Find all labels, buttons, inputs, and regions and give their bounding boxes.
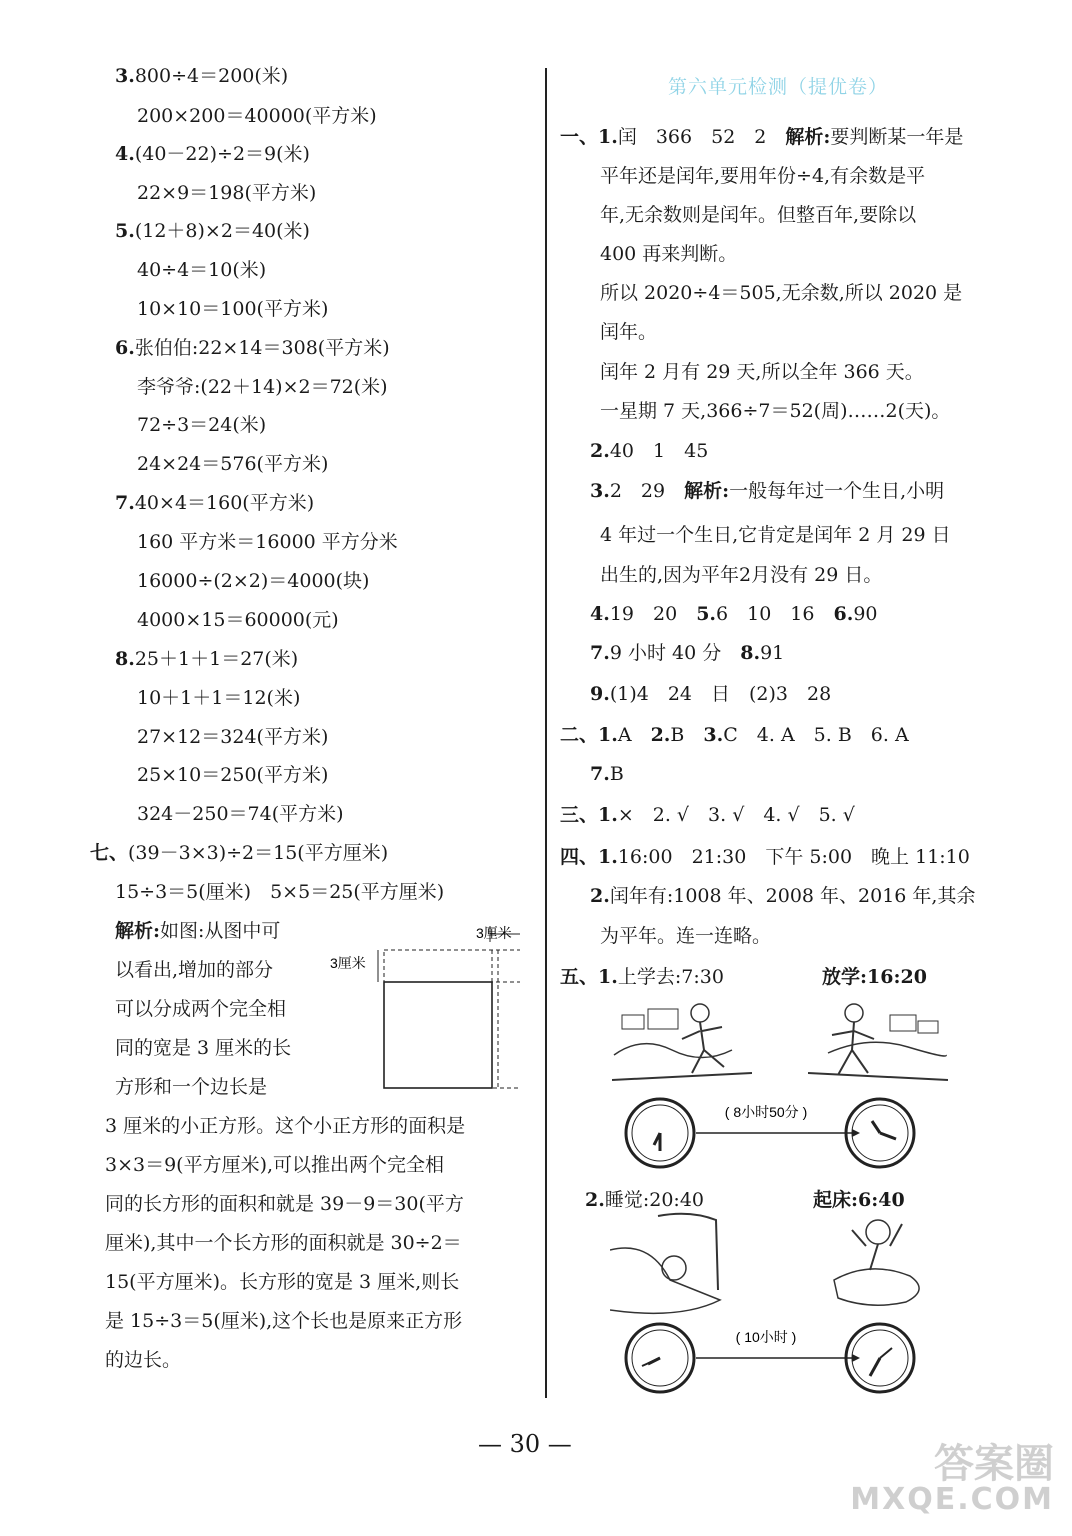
right-line-13 bbox=[590, 641, 784, 665]
left-line-32 bbox=[105, 1309, 462, 1333]
right-line-7-text: 一星期 7 天,366÷7＝52(周)……2(天)。 bbox=[600, 400, 951, 422]
left-line-24 bbox=[115, 997, 286, 1021]
left-line-0-text: 800÷4＝200(米) bbox=[134, 65, 289, 87]
right-line-8-no: 2. bbox=[590, 440, 610, 462]
wake-scene bbox=[830, 1210, 940, 1310]
left-line-16-text: 10＋1＋1＝12(米) bbox=[137, 687, 301, 709]
right-line-15 bbox=[560, 723, 909, 747]
right-line-14 bbox=[590, 682, 831, 706]
right-line-16-no: 7. bbox=[590, 763, 610, 785]
right-line-13-no: 7. bbox=[590, 642, 610, 664]
left-line-8 bbox=[137, 375, 388, 399]
figure-label-left: 3厘米 bbox=[330, 955, 366, 971]
square-figure bbox=[330, 920, 520, 1100]
left-line-6-text: 10×10＝100(平方米) bbox=[137, 298, 329, 320]
left-line-19 bbox=[137, 802, 344, 826]
right-line-2 bbox=[600, 203, 916, 227]
left-line-15-no: 8. bbox=[115, 648, 135, 670]
left-line-33 bbox=[105, 1348, 181, 1372]
left-line-11-text: 40×4＝160(平方米) bbox=[134, 492, 315, 514]
left-line-11-no: 7. bbox=[115, 492, 135, 514]
left-line-22-text: 如图:从图中可 bbox=[160, 920, 281, 942]
left-line-26-text: 方形和一个边长是 bbox=[115, 1076, 268, 1098]
right-line-21 bbox=[560, 965, 724, 989]
right-line-17-text: × 2. √ 3. √ 4. √ 5. √ bbox=[617, 804, 855, 826]
right-line-22-no: 2. bbox=[585, 1189, 605, 1211]
left-line-10-text: 24×24＝576(平方米) bbox=[137, 453, 329, 475]
right-line-22-text: 睡觉:20:40 bbox=[604, 1189, 705, 1211]
left-line-33-text: 的边长。 bbox=[105, 1349, 182, 1371]
left-line-20-no: 七、 bbox=[90, 842, 129, 864]
right-line-0-text: 闰 366 52 2 bbox=[617, 126, 786, 148]
left-line-21-text: 15÷3＝5(厘米) 5×5＝25(平方厘米) bbox=[115, 881, 445, 903]
left-line-14-text: 4000×15＝60000(元) bbox=[137, 609, 339, 631]
right-line-11 bbox=[600, 563, 882, 587]
left-line-18 bbox=[137, 763, 328, 787]
left-line-16 bbox=[137, 686, 300, 710]
right-line-1-text: 平年还是闰年,要用年份÷4,有余数是平 bbox=[600, 165, 926, 187]
right-line-1 bbox=[600, 164, 925, 188]
left-line-0-no: 3. bbox=[115, 65, 135, 87]
right-line-9-no: 3. bbox=[590, 480, 610, 502]
left-line-12 bbox=[137, 530, 398, 554]
right-line-12-bold2: 6. bbox=[833, 603, 854, 625]
figure-label-top: 3厘米 bbox=[476, 925, 512, 941]
left-line-15 bbox=[115, 647, 298, 671]
right-line-17-no: 三、1. bbox=[560, 804, 618, 826]
left-line-27 bbox=[105, 1114, 465, 1138]
left-line-2 bbox=[115, 142, 310, 166]
left-line-31 bbox=[105, 1270, 459, 1294]
right-line-20 bbox=[600, 924, 771, 948]
left-line-22-no: 解析: bbox=[115, 920, 161, 942]
left-line-30 bbox=[105, 1231, 462, 1255]
left-line-20 bbox=[90, 841, 388, 865]
right-line-13-rest: 91 bbox=[760, 642, 785, 664]
left-line-5-text: 40÷4＝10(米) bbox=[137, 259, 267, 281]
clock-row-2 bbox=[620, 1318, 930, 1398]
left-line-8-text: 李爷爷:(22＋14)×2＝72(米) bbox=[137, 376, 388, 398]
left-line-21 bbox=[115, 880, 444, 904]
school-scene-right bbox=[808, 995, 948, 1085]
right-line-19 bbox=[590, 884, 975, 908]
left-line-14 bbox=[137, 608, 339, 632]
right-line-18-text: 16:00 21:30 下午 5:00 晚上 11:10 bbox=[617, 846, 970, 868]
right-line-7 bbox=[600, 399, 950, 423]
right-line-6 bbox=[600, 360, 924, 384]
left-line-23-text: 以看出,增加的部分 bbox=[115, 959, 274, 981]
right-line-3 bbox=[600, 242, 737, 266]
watermark-sub: MXQE.COM bbox=[850, 1482, 1054, 1517]
left-line-10 bbox=[137, 452, 328, 476]
duration-1: ( 8小时50分 ) bbox=[724, 1104, 808, 1120]
left-line-3 bbox=[137, 181, 316, 205]
right-line-16 bbox=[590, 762, 624, 786]
right-line-9 bbox=[590, 479, 944, 503]
right-line-18-no: 四、1. bbox=[560, 846, 618, 868]
right-line-3-text: 400 再来判断。 bbox=[600, 243, 738, 265]
left-line-12-text: 160 平方米＝16000 平方分米 bbox=[137, 531, 398, 553]
watermark-logo bbox=[850, 1441, 1054, 1518]
watermark-main: 答案圈 bbox=[934, 1441, 1054, 1487]
left-line-29 bbox=[105, 1192, 464, 1216]
right-line-22 bbox=[585, 1188, 704, 1212]
column-divider bbox=[545, 68, 547, 1398]
right-line-20-text: 为平年。连一连略。 bbox=[600, 925, 772, 947]
right-line-10-text: 4 年过一个生日,它肯定是闰年 2 月 29 日 bbox=[600, 524, 951, 546]
right-line-15-bold2: 3. bbox=[703, 724, 724, 746]
left-line-1-text: 200×200＝40000(平方米) bbox=[137, 105, 377, 127]
left-line-24-text: 可以分成两个完全相 bbox=[115, 998, 287, 1020]
right-line-6-text: 闰年 2 月有 29 天,所以全年 366 天。 bbox=[600, 361, 924, 383]
left-line-32-text: 是 15÷3＝5(厘米),这个长也是原来正方形 bbox=[105, 1310, 463, 1332]
left-line-11 bbox=[115, 491, 314, 515]
right-line-9-text: 2 29 bbox=[609, 480, 685, 502]
right-line-12 bbox=[590, 602, 878, 626]
right-line-4-text: 所以 2020÷4＝505,无余数,所以 2020 是 bbox=[600, 282, 963, 304]
right-line-19-no: 2. bbox=[590, 885, 610, 907]
left-line-19-text: 324－250＝74(平方米) bbox=[137, 803, 344, 825]
right-line-8 bbox=[590, 439, 708, 463]
right-line-15-rest2: C 4. A 5. B 6. A bbox=[723, 724, 909, 746]
right-line-8-text: 40 1 45 bbox=[609, 440, 709, 462]
left-line-23 bbox=[115, 958, 273, 982]
left-line-27-text: 3 厘米的小正方形。这个小正方形的面积是 bbox=[105, 1115, 466, 1137]
left-line-15-text: 25＋1＋1＝27(米) bbox=[134, 648, 299, 670]
right-line-13-bold: 8. bbox=[740, 642, 761, 664]
left-line-13 bbox=[137, 569, 369, 593]
left-line-20-text: (39－3×3)÷2＝15(平方厘米) bbox=[128, 842, 389, 864]
right-line-9-bold: 解析: bbox=[684, 480, 730, 502]
left-line-29-text: 同的长方形的面积和就是 39－9＝30(平方 bbox=[105, 1193, 464, 1215]
left-line-18-text: 25×10＝250(平方米) bbox=[137, 764, 329, 786]
right-line-15-bold: 2. bbox=[650, 724, 671, 746]
left-line-3-text: 22×9＝198(平方米) bbox=[137, 182, 317, 204]
left-line-7 bbox=[115, 336, 390, 360]
left-line-6 bbox=[137, 297, 328, 321]
right-line-18 bbox=[560, 845, 970, 869]
right-line-12-text: 19 20 bbox=[609, 603, 697, 625]
left-line-7-text: 张伯伯:22×14＝308(平方米) bbox=[134, 337, 390, 359]
left-line-4-no: 5. bbox=[115, 220, 135, 242]
page-number: — 30 — bbox=[478, 1430, 572, 1458]
right-line-12-bold: 5. bbox=[696, 603, 717, 625]
left-line-25-text: 同的宽是 3 厘米的长 bbox=[115, 1037, 292, 1059]
school-scene-left bbox=[612, 995, 752, 1085]
left-line-28 bbox=[105, 1153, 444, 1177]
left-line-25 bbox=[115, 1036, 291, 1060]
right-line-12-rest: 6 10 16 bbox=[716, 603, 834, 625]
wake-label: 起床:6:40 bbox=[813, 1189, 905, 1211]
right-line-21-text: 上学去:7:30 bbox=[617, 966, 724, 988]
right-line-2-text: 年,无余数则是闰年。但整百年,要除以 bbox=[600, 204, 917, 226]
right-line-4 bbox=[600, 281, 962, 305]
right-line-11-text: 出生的,因为平年2月没有 29 日。 bbox=[600, 564, 883, 586]
left-line-7-no: 6. bbox=[115, 337, 135, 359]
left-line-4-text: (12＋8)×2＝40(米) bbox=[134, 220, 310, 242]
right-line-21-no: 五、1. bbox=[560, 966, 618, 988]
right-line-13-text: 9 小时 40 分 bbox=[609, 642, 741, 664]
right-line-14-text: (1)4 24 日 (2)3 28 bbox=[609, 683, 832, 705]
right-line-9-rest: 一般每年过一个生日,小明 bbox=[729, 480, 945, 502]
left-line-26 bbox=[115, 1075, 267, 1099]
right-line-14-no: 9. bbox=[590, 683, 610, 705]
left-line-2-no: 4. bbox=[115, 143, 135, 165]
section-header: 第六单元检测（提优卷） bbox=[668, 76, 889, 98]
after-school-label: 放学:16:20 bbox=[822, 966, 927, 988]
clock-row-1 bbox=[620, 1093, 930, 1173]
left-line-9 bbox=[137, 413, 266, 437]
right-line-5 bbox=[600, 320, 657, 344]
right-line-15-text: A bbox=[617, 724, 651, 746]
right-line-15-rest: B bbox=[670, 724, 704, 746]
left-line-4 bbox=[115, 219, 310, 243]
left-line-9-text: 72÷3＝24(米) bbox=[137, 414, 267, 436]
right-line-5-text: 闰年。 bbox=[600, 321, 658, 343]
left-line-17-text: 27×12＝324(平方米) bbox=[137, 726, 329, 748]
right-line-15-no: 二、1. bbox=[560, 724, 618, 746]
left-line-28-text: 3×3＝9(平方厘米),可以推出两个完全相 bbox=[105, 1154, 445, 1176]
right-line-12-no: 4. bbox=[590, 603, 610, 625]
right-line-12-rest2: 90 bbox=[853, 603, 878, 625]
left-line-13-text: 16000÷(2×2)＝4000(块) bbox=[137, 570, 370, 592]
left-line-5 bbox=[137, 258, 266, 282]
right-line-0 bbox=[560, 125, 963, 149]
duration-2: ( 10小时 ) bbox=[735, 1329, 797, 1345]
left-line-30-text: 厘米),其中一个长方形的面积就是 30÷2＝ bbox=[105, 1232, 462, 1254]
left-line-17 bbox=[137, 725, 328, 749]
right-line-10 bbox=[600, 523, 951, 547]
sleep-scene bbox=[610, 1210, 730, 1320]
right-line-17 bbox=[560, 803, 855, 827]
left-line-0 bbox=[115, 64, 288, 88]
right-line-0-no: 一、1. bbox=[560, 126, 618, 148]
left-line-31-text: 15(平方厘米)。长方形的宽是 3 厘米,则长 bbox=[105, 1271, 460, 1293]
right-line-0-rest: 要判断某一年是 bbox=[830, 126, 964, 148]
right-line-19-text: 闰年有:1008 年、2008 年、2016 年,其余 bbox=[609, 885, 976, 907]
left-line-2-text: (40－22)÷2＝9(米) bbox=[134, 143, 310, 165]
right-line-0-bold: 解析: bbox=[785, 126, 831, 148]
right-line-16-text: B bbox=[609, 763, 624, 785]
left-line-22 bbox=[115, 919, 280, 943]
left-line-1 bbox=[137, 104, 377, 128]
